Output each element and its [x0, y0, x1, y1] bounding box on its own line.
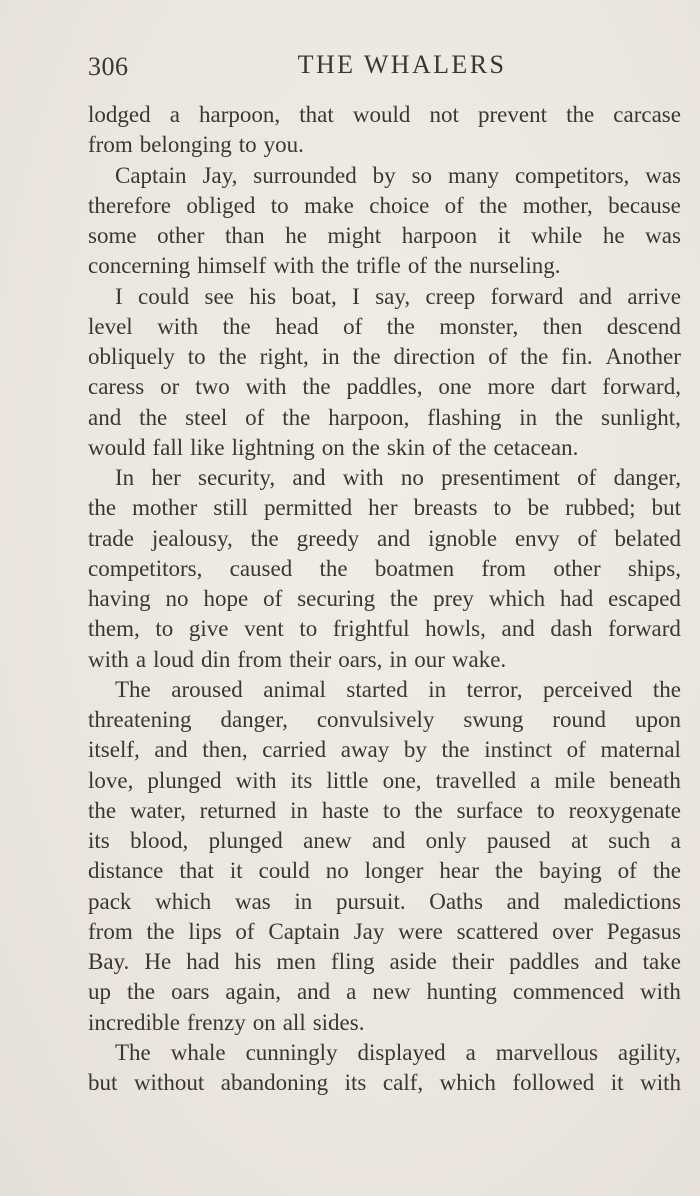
text-line: The aroused animal started in terror, perceived the — [115, 676, 681, 702]
text-line: concerning himself with the trifle of the nurseling. — [88, 253, 561, 279]
text-line: competitors, caused the boatmen from other ships, — [88, 555, 681, 581]
text-line: up the oars again, and a new hunting commenced with — [88, 979, 681, 1005]
text-line: itself, and then, carried away by the instinct of maternal — [88, 737, 681, 763]
text-line: In her security, and with no presentiment of danger, — [115, 465, 681, 490]
running-head: THE WHALERS — [297, 50, 507, 79]
text-line: caress or two with the paddles, one more dart forward, — [88, 374, 681, 400]
text-line: the water, returned in haste to the surface to reoxygenate — [88, 797, 681, 823]
text-line: some other than he might harpoon it while he was — [88, 223, 681, 248]
text-line: trade jealousy, the greedy and ignoble envy of belated — [88, 525, 681, 551]
text-line: its blood, plunged anew and only paused at such a — [88, 828, 681, 853]
text-line: distance that it could no longer hear the baying of the — [88, 858, 681, 884]
page-header — [88, 50, 682, 84]
text-line: threatening danger, convulsively swung round upon — [88, 707, 681, 732]
text-line: and the steel of the harpoon, flashing in the sunlight, — [88, 404, 681, 430]
text-line: having no hope of securing the prey which had escaped — [88, 586, 681, 611]
text-line: but without abandoning its calf, which followed it with — [88, 1070, 681, 1095]
text-line: therefore obliged to make choice of the mother, because — [88, 192, 681, 218]
text-line: obliquely to the right, in the direction of the fin. Another — [88, 344, 681, 369]
text-line: with a loud din from their oars, in our wake. — [88, 646, 507, 672]
text-line: Captain Jay, surrounded by so many competitors, was — [115, 162, 681, 188]
text-line: lodged a harpoon, that would not prevent the carcase — [88, 102, 681, 127]
text-line: from the lips of Captain Jay were scattered over Pegasus — [88, 918, 681, 944]
body-text — [88, 100, 681, 1098]
text-line: I could see his boat, I say, creep forward and arrive — [115, 283, 681, 309]
page-number: 306 — [88, 52, 129, 81]
text-line: love, plunged with its little one, travelled a mile beneath — [88, 767, 681, 793]
text-line: from belonging to you. — [88, 132, 304, 158]
text-line: the mother still permitted her breasts to be rubbed; but — [88, 495, 681, 521]
text-line: them, to give vent to frightful howls, and dash forward — [88, 616, 681, 642]
text-line: The whale cunningly displayed a marvellous agility, — [115, 1039, 681, 1065]
text-line: incredible frenzy on all sides. — [88, 1009, 365, 1035]
text-line: level with the head of the monster, then descend — [88, 313, 681, 339]
text-line: would fall like lightning on the skin of the cetacean. — [88, 434, 579, 460]
text-line: pack which was in pursuit. Oaths and maledictions — [88, 888, 681, 914]
text-line: Bay. He had his men fling aside their paddles and take — [88, 949, 681, 974]
